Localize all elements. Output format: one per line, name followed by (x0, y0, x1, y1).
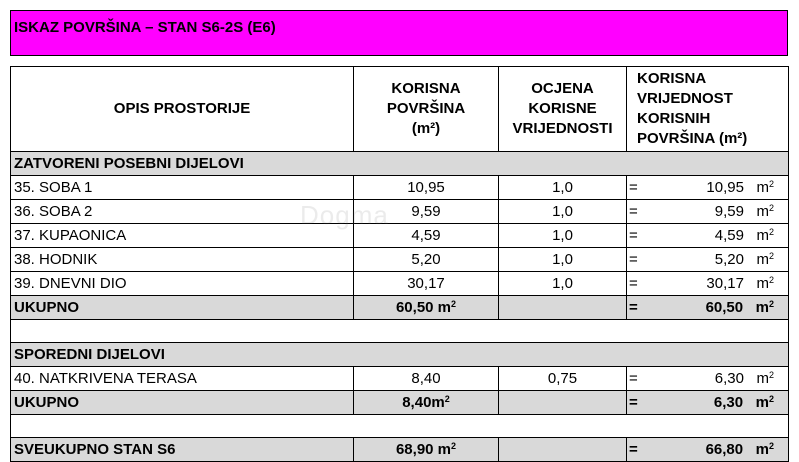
room-rating: 1,0 (499, 272, 627, 296)
room-equals: = (627, 248, 641, 272)
grand-total-label: SVEUKUPNO STAN S6 (11, 438, 354, 462)
subtotal-equals: = (627, 296, 641, 320)
room-rating: 1,0 (499, 200, 627, 224)
title-bar (10, 10, 788, 56)
room-rating: 0,75 (499, 367, 627, 391)
subtotal-value: 6,30 $m^2$ (641, 391, 789, 415)
subtotal-rating (499, 391, 627, 415)
table-row (11, 224, 789, 248)
room-name: 39. DNEVNI DIO (11, 272, 354, 296)
subtotal-row (11, 296, 789, 320)
table-row (11, 272, 789, 296)
room-rating: 1,0 (499, 248, 627, 272)
grand-total-equals: = (627, 438, 641, 462)
table-row (11, 200, 789, 224)
room-rating: 1,0 (499, 176, 627, 200)
room-usable-value: 30,17 $m^2$ (641, 272, 789, 296)
blank-row (11, 415, 789, 438)
grand-total-row (11, 438, 789, 462)
header-row (11, 67, 789, 152)
subtotal-row (11, 391, 789, 415)
room-name: 37. KUPAONICA (11, 224, 354, 248)
subtotal-label: UKUPNO (11, 391, 354, 415)
document-title: ISKAZ POVRŠINA – STAN S6-2S (E6) (14, 19, 276, 36)
room-usable-value: 6,30 $m^2$ (641, 367, 789, 391)
room-equals: = (627, 272, 641, 296)
room-equals: = (627, 176, 641, 200)
room-name: 40. NATKRIVENA TERASA (11, 367, 354, 391)
subtotal-equals: = (627, 391, 641, 415)
room-usable-value: 10,95 $m^2$ (641, 176, 789, 200)
section-title: ZATVORENI POSEBNI DIJELOVI (11, 152, 789, 176)
room-usable-value: 5,20 $m^2$ (641, 248, 789, 272)
area-statement-sheet (10, 10, 788, 458)
room-name: 36. SOBA 2 (11, 200, 354, 224)
subtotal-area: $8,40m^2$ (354, 391, 499, 415)
area-table (10, 66, 789, 462)
table-row (11, 176, 789, 200)
table-row (11, 248, 789, 272)
subtotal-label: UKUPNO (11, 296, 354, 320)
room-area: 10,95 (354, 176, 499, 200)
grand-total-rating (499, 438, 627, 462)
table-row (11, 367, 789, 391)
grand-total-value: 66,80 $m^2$ (641, 438, 789, 462)
header-room-description: OPIS PROSTORIJE (11, 67, 354, 152)
room-area: 8,40 (354, 367, 499, 391)
section-header-row (11, 152, 789, 176)
room-area: 5,20 (354, 248, 499, 272)
header-usable-area: KORISNA POVRŠINA (m²) (354, 67, 499, 152)
room-rating: 1,0 (499, 224, 627, 248)
room-name: 38. HODNIK (11, 248, 354, 272)
subtotal-rating (499, 296, 627, 320)
room-equals: = (627, 367, 641, 391)
header-usability-rating: OCJENA KORISNE VRIJEDNOSTI (499, 67, 627, 152)
blank-row (11, 320, 789, 343)
room-area: 4,59 (354, 224, 499, 248)
header-usable-value: KORISNA VRIJEDNOST KORISNIH POVRŠINA (m²) (627, 67, 789, 152)
room-area: 30,17 (354, 272, 499, 296)
room-usable-value: 4,59 $m^2$ (641, 224, 789, 248)
subtotal-area: 60,50 $m^2$ (354, 296, 499, 320)
room-area: 9,59 (354, 200, 499, 224)
room-usable-value: 9,59 $m^2$ (641, 200, 789, 224)
room-equals: = (627, 224, 641, 248)
room-name: 35. SOBA 1 (11, 176, 354, 200)
grand-total-area: 68,90 $m^2$ (354, 438, 499, 462)
subtotal-value: 60,50 $m^2$ (641, 296, 789, 320)
room-equals: = (627, 200, 641, 224)
section-header-row (11, 343, 789, 367)
watermark: Dogma (300, 200, 389, 230)
section-title: SPOREDNI DIJELOVI (11, 343, 789, 367)
